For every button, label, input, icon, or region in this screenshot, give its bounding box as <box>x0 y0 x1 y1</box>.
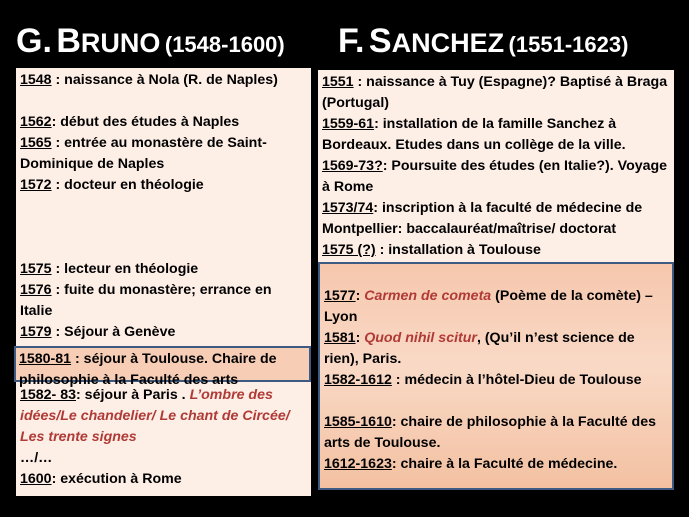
entry-year: 1576 <box>20 282 52 298</box>
title-initial: F. <box>338 22 365 60</box>
title-years: (1551-1623) <box>508 32 629 57</box>
entry-year: 1579 <box>20 324 52 340</box>
entry-year: 1577 <box>324 288 356 304</box>
entry-text: : naissance à Nola (R. de Naples) <box>51 72 278 88</box>
entry-year: 1582-1612 <box>324 372 392 388</box>
entry-year: 1572 <box>20 177 52 193</box>
entry-text: : installation à Toulouse <box>375 242 541 258</box>
ellipsis: …/… <box>20 450 53 466</box>
entry-text: (Poème de la comète) – Lyon <box>324 288 653 325</box>
title-name-rest: ANCHEZ <box>391 28 505 58</box>
bruno-entry-1562 <box>20 112 307 133</box>
entry-year: 1582- 83 <box>20 387 77 403</box>
entry-text: : chaire à la Faculté de médecine. <box>391 456 618 472</box>
entry-year: 1573/74 <box>322 200 374 216</box>
bruno-entry-1579 <box>20 322 307 343</box>
entry-year: 1548 <box>20 72 52 88</box>
entry-text: : Poursuite des études (en Italie?). Voyage à Rome <box>322 158 668 195</box>
sanchez-entry-1569 <box>322 156 670 198</box>
entry-text: : installation de la famille Sanchez à Bordeaux. Etudes dans un collège de la ville. <box>322 116 626 153</box>
entry-text: : naissance à Tuy (Espagne)? Baptisé à Braga (Portugal) <box>322 74 668 111</box>
entry-text: : docteur en théologie <box>51 177 204 193</box>
bruno-entry-1565 <box>20 133 307 175</box>
sanchez-entry-1551 <box>322 72 670 114</box>
entry-year: 1565 <box>20 135 52 151</box>
entry-text: : séjour à Paris . <box>76 387 190 403</box>
title-name-rest: RUNO <box>80 28 161 58</box>
bruno-entry-1572 <box>20 175 307 196</box>
sanchez-entry-1577 <box>324 286 668 328</box>
sanchez-entry-1573 <box>322 198 670 240</box>
entry-text: : entrée au monastère de Saint-Dominique de Naples <box>20 135 267 172</box>
sanchez-entry-1612 <box>324 454 668 475</box>
entry-year: 1585-1610 <box>324 414 392 430</box>
entry-text: : exécution à Rome <box>51 471 182 487</box>
entry-year: 1580-81 <box>19 351 72 367</box>
work-title: Quod nihil scitur <box>364 330 477 346</box>
entry-year: 1575 <box>20 261 52 277</box>
entry-text: : lecteur en théologie <box>51 261 199 277</box>
sanchez-toulouse-panel <box>318 262 674 490</box>
entry-year: 1569-73? <box>322 158 383 174</box>
bruno-toulouse-highlight <box>14 346 311 388</box>
entry-text: : fuite du monastère; errance en Italie <box>20 282 272 319</box>
sanchez-entry-1585 <box>324 412 668 454</box>
sanchez-entry-1582 <box>324 370 668 391</box>
entry-text: : séjour à Toulouse. Chaire de philosophie à la Faculté des arts <box>19 351 277 388</box>
title-name-first: B <box>56 22 81 60</box>
entry-year: 1559-61 <box>322 116 375 132</box>
entry-text: : médecin à l’hôtel-Dieu de Toulouse <box>391 372 642 388</box>
works-title: L’ombre des idées/Le chandelier/ Le chant de Circée/ Les trente signes <box>20 387 290 445</box>
title-sanchez <box>338 22 628 61</box>
title-name-first: S <box>368 22 392 60</box>
entry-year: 1581 <box>324 330 356 346</box>
entry-text: : <box>355 288 365 304</box>
title-bruno <box>16 22 285 61</box>
bruno-entry-1600 <box>20 469 307 490</box>
sanchez-entry-1559 <box>322 114 670 156</box>
sanchez-early-panel <box>318 70 674 262</box>
bruno-entry-1548 <box>20 70 307 91</box>
entry-text: : Séjour à Genève <box>51 324 176 340</box>
entry-year: 1600 <box>20 471 52 487</box>
title-initial: G. <box>16 22 52 60</box>
work-title: Carmen de cometa <box>364 288 492 304</box>
entry-text: : chaire de philosophie à la Faculté des arts de Toulouse. <box>324 414 656 451</box>
title-years: (1548-1600) <box>164 32 285 57</box>
bruno-entry-1576 <box>20 280 307 322</box>
entry-text: : début des études à Naples <box>51 114 240 130</box>
entry-text: , (Qu’il n’est science de rien), Paris. <box>324 330 635 367</box>
entry-year: 1575 (?) <box>322 242 376 258</box>
bruno-entry-1580 <box>16 348 309 392</box>
entry-year: 1612-1623 <box>324 456 392 472</box>
bruno-entry-1575 <box>20 259 307 280</box>
entry-year: 1562 <box>20 114 52 130</box>
sanchez-entry-1581 <box>324 328 668 370</box>
sanchez-entry-1575 <box>322 240 670 261</box>
entry-text: : inscription à la faculté de médecine de Montpellier: baccalauréat/maîtrise/ doctorat <box>322 200 643 237</box>
entry-year: 1551 <box>322 74 354 90</box>
bruno-timeline-panel <box>16 68 311 496</box>
entry-text: : <box>355 330 365 346</box>
bruno-entry-1582 <box>20 385 307 448</box>
